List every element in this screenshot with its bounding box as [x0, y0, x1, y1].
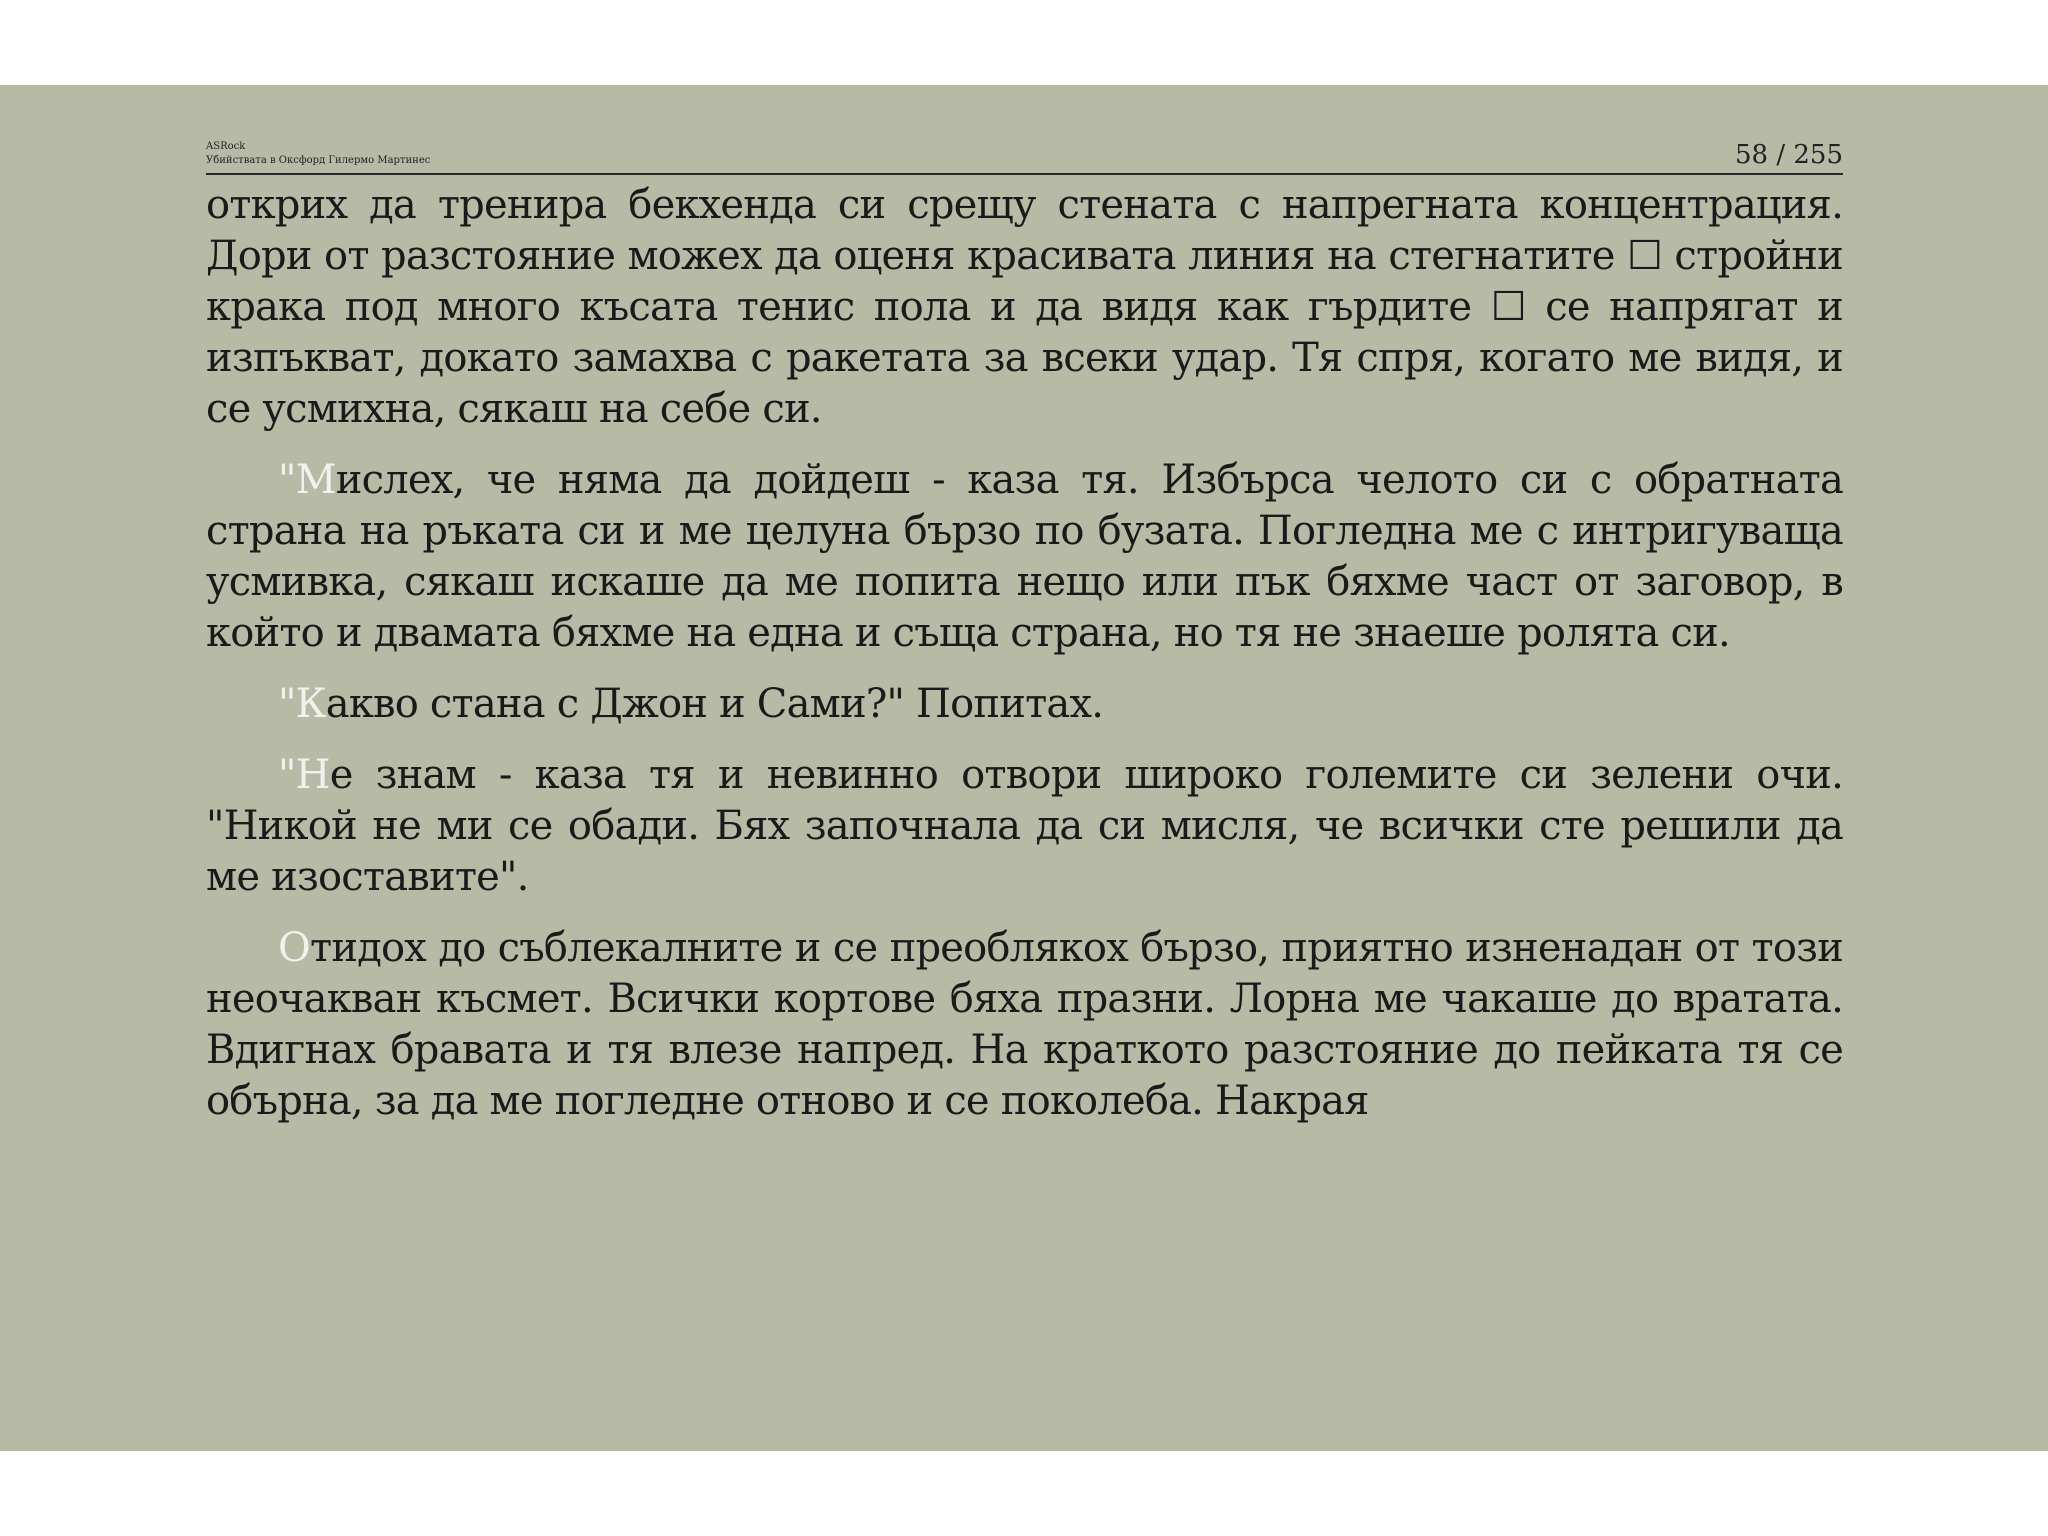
page-counter: 58 / 255 — [1735, 140, 1843, 170]
paragraph-text: акво стана с Джон и Сами?" Попитах. — [325, 681, 1104, 727]
paragraph-text: тидох до съблекалните и се преоблякох бързо, приятно изненадан от този неочакван късмет. Всички кортове бяха празни. Лорна ме чакаше до вратата. Вдигнах бравата и тя влезе напред. На краткото разстояние до пейката тя се обърна, за да ме погледне отново и се поколеба. Накрая — [206, 925, 1843, 1124]
running-header — [206, 137, 1843, 175]
text-column — [206, 180, 1843, 1127]
paragraph-lead: "К — [278, 681, 326, 727]
paragraph-text: открих да тренира бекхенда си срещу стената с напрегната концентрация. Дори от разстояние можех да оценя красивата линия на стегнатите ☐ стройни крака под много късата тенис пола и да видя как гърдите ☐ се напрягат и изпъкват, докато замахва с ракетата за всеки удар. Тя спря, когато ме видя, и се усмихна, сякаш на себе си. — [206, 182, 1843, 432]
paragraph — [206, 679, 1843, 730]
paragraph-lead: "Н — [278, 752, 330, 798]
header-author: ASRock — [206, 141, 246, 152]
paragraph — [206, 180, 1843, 435]
header-book-title: Убийствата в Оксфорд Гилермо Мартинес — [206, 155, 431, 166]
paragraph-lead: О — [278, 925, 310, 971]
paragraph-text: е знам - каза тя и невинно отвори широко големите си зелени очи. "Никой не ми се обади. Бях започнала да си мисля, че всички сте решили да ме изоставите". — [206, 752, 1843, 900]
paragraph — [206, 923, 1843, 1127]
paragraph — [206, 455, 1843, 659]
paragraph — [206, 750, 1843, 903]
paragraph-text: ислех, че няма да дойдеш - каза тя. Избърса челото си с обратната страна на ръката си и ме целуна бързо по бузата. Погледна ме с интригуваща усмивка, сякаш искаше да ме попита нещо или пък бяхме част от заговор, в който и двамата бяхме на една и съща страна, но тя не знаеше ролята си. — [206, 457, 1843, 656]
paragraph-lead: "М — [278, 457, 336, 503]
